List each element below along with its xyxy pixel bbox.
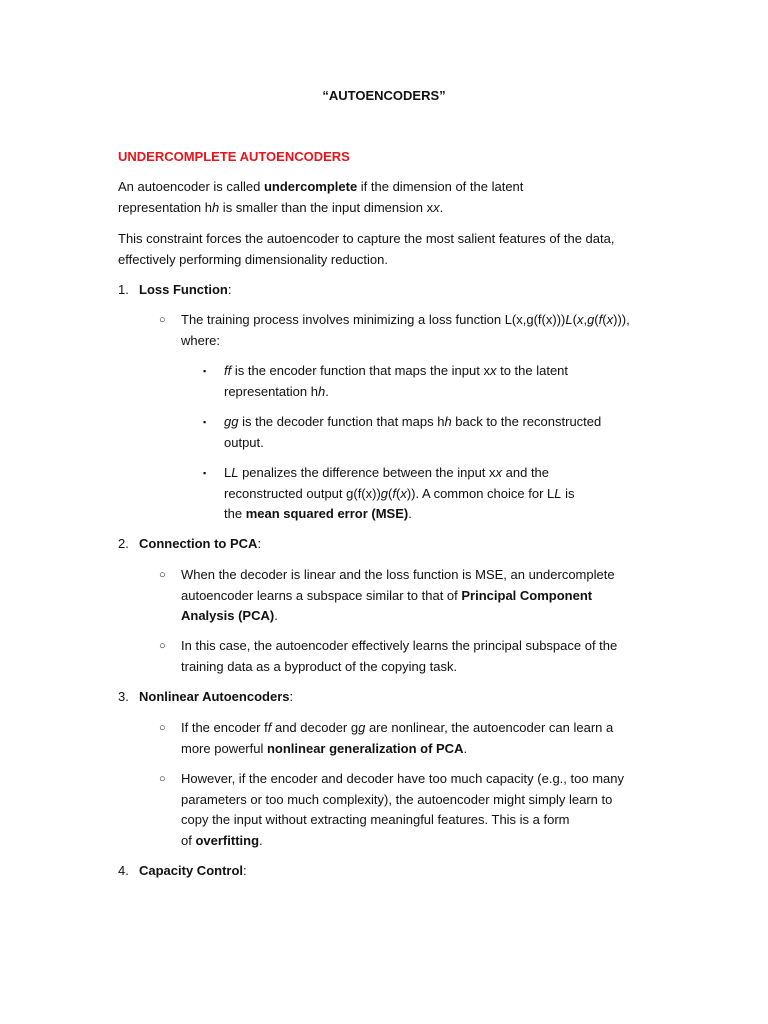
list-item: If the encoder ff and decoder gg are nonlinear, the autoencoder can learn a more powerful nonlinear generalization of PCA. xyxy=(181,720,614,756)
section-number: 2. xyxy=(118,536,129,551)
square-bullet-icon: ▪ xyxy=(203,468,207,478)
section-number: 3. xyxy=(118,689,129,704)
section-number: 1. xyxy=(118,282,129,297)
list-item: LL penalizes the difference between the input xx and the reconstructed output g(f(x))g(f(x)). A common choice for LL is the mean squared error (MSE). xyxy=(224,465,575,521)
circle-bullet-icon: ○ xyxy=(159,314,166,326)
list-item: However, if the encoder and decoder have too much capacity (e.g., too many parameters or too much complexity), the autoencoder might simply learn to copy the input without extracting meaningful features. This is a form of overfitting. xyxy=(181,771,624,848)
list-item: In this case, the autoencoder effectively learns the principal subspace of the training data as a byproduct of the copying task. xyxy=(181,638,618,674)
circle-bullet-icon: ○ xyxy=(159,640,166,652)
circle-bullet-icon: ○ xyxy=(159,569,166,581)
list-item: When the decoder is linear and the loss function is MSE, an undercomplete autoencoder learns a subspace similar to that of Principal Component Analysis (PCA). xyxy=(181,567,615,623)
square-bullet-icon: ▪ xyxy=(203,417,207,427)
section-title-nonlinear-autoencoders: Nonlinear Autoencoders: xyxy=(139,689,294,704)
intro-paragraph-2: This constraint forces the autoencoder to capture the most salient features of the data, effectively performing dimensionality reduction. xyxy=(118,231,615,267)
circle-bullet-icon: ○ xyxy=(159,773,166,785)
list-item: gg is the decoder function that maps hh back to the reconstructed output. xyxy=(224,414,602,450)
circle-bullet-icon: ○ xyxy=(159,722,166,734)
list-item: The training process involves minimizing a loss function L(x,g(f(x)))L(x,g(f(x))), where: xyxy=(181,312,630,348)
section-heading: UNDERCOMPLETE AUTOENCODERS xyxy=(118,149,350,164)
square-bullet-icon: ▪ xyxy=(203,366,207,376)
section-title-capacity-control: Capacity Control: xyxy=(139,863,247,878)
intro-paragraph-1: An autoencoder is called undercomplete if the dimension of the latent representation hh is smaller than the input dimension xx. xyxy=(118,179,524,215)
section-title-connection-to-pca: Connection to PCA: xyxy=(139,536,262,551)
list-item: ff is the encoder function that maps the input xx to the latent representation hh. xyxy=(224,363,569,399)
section-number: 4. xyxy=(118,863,129,878)
document-title: “AUTOENCODERS” xyxy=(322,88,446,103)
section-title-loss-function: Loss Function: xyxy=(139,282,232,297)
